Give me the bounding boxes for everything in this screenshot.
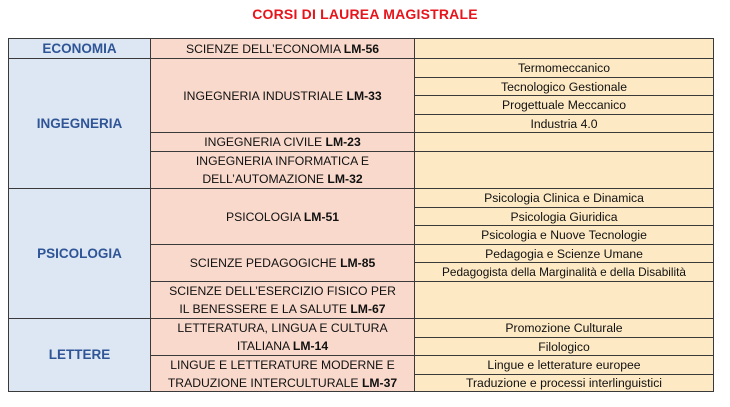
degree-name: INGEGNERIA CIVILE xyxy=(204,135,323,149)
curriculum-cell: Lingue e letterature europee xyxy=(414,355,713,374)
curriculum-cell: Promozione Culturale xyxy=(414,318,713,337)
degree-code: LM-32 xyxy=(327,172,363,186)
faculty-cell xyxy=(9,58,150,188)
degree-name: PSICOLOGIA xyxy=(225,209,301,224)
degree-code: LM-67 xyxy=(350,302,386,316)
curriculum-cell: Filologico xyxy=(414,337,713,355)
curriculum-cell xyxy=(414,281,713,318)
degree-name: SCIENZE DELL’ESERCIZIO FISICO PER IL BENESSERE E LA SALUTE xyxy=(169,284,396,316)
degree-code: LM-33 xyxy=(346,88,382,103)
curriculum-cell: Tecnologico Gestionale xyxy=(414,77,713,95)
curriculum-cell: Traduzione e processi interlinguistici xyxy=(414,374,713,391)
degree-code: LM-85 xyxy=(340,256,376,270)
degree-cell xyxy=(150,188,414,244)
degree-name: INGEGNERIA INFORMATICA E DELL’AUTOMAZIONE xyxy=(195,154,370,186)
page-title: CORSI DI LAUREA MAGISTRALE xyxy=(252,6,478,22)
degree-cell xyxy=(150,58,414,132)
degree-cell xyxy=(150,39,414,58)
faculty-name: PSICOLOGIA xyxy=(37,245,122,261)
degree-table xyxy=(8,38,714,392)
curriculum-cell xyxy=(414,132,713,151)
curriculum-cell xyxy=(414,151,713,188)
degree-code: LM-56 xyxy=(343,41,380,56)
faculty-cell xyxy=(9,318,150,391)
degree-name: LINGUE E LETTERATURE MODERNE E TRADUZIONE INTERCULTURALE xyxy=(167,357,395,390)
degree-name: SCIENZE DELL’ECONOMIA xyxy=(185,41,341,56)
curriculum-cell: Progettuale Meccanico xyxy=(414,95,713,114)
degree-cell xyxy=(150,281,414,318)
degree-name: LETTERATURA, LINGUA E CULTURA ITALIANA xyxy=(177,321,388,353)
degree-code: LM-51 xyxy=(303,209,340,224)
degree-code: LM-23 xyxy=(325,135,361,149)
curriculum-cell: Psicologia Clinica e Dinamica xyxy=(414,188,713,207)
curriculum-cell: Psicologia Giuridica xyxy=(414,207,713,225)
faculty-cell xyxy=(9,188,150,318)
degree-code: LM-14 xyxy=(292,339,329,353)
faculty-name: INGEGNERIA xyxy=(36,115,123,131)
degree-code: LM-37 xyxy=(361,375,398,390)
degree-cell xyxy=(150,244,414,281)
degree-cell xyxy=(150,355,414,391)
curriculum-cell: Pedagogia e Scienze Umane xyxy=(414,244,713,262)
curriculum-cell: Psicologia e Nuove Tecnologie xyxy=(414,225,713,244)
curriculum-cell xyxy=(414,39,713,58)
faculty-name: LETTERE xyxy=(48,347,111,362)
degree-name: INGEGNERIA INDUSTRIALE xyxy=(183,88,344,103)
degree-name: SCIENZE PEDAGOGICHE xyxy=(189,256,337,270)
curriculum-cell: Pedagogista della Marginalità e della Disabilità xyxy=(414,262,713,281)
faculty-name: ECONOMIA xyxy=(42,40,117,56)
degree-cell xyxy=(150,132,414,151)
curriculum-cell: Industria 4.0 xyxy=(414,114,713,132)
curriculum-cell: Termomeccanico xyxy=(414,58,713,77)
degree-cell xyxy=(150,151,414,188)
faculty-cell xyxy=(9,39,150,58)
degree-cell xyxy=(150,318,414,355)
